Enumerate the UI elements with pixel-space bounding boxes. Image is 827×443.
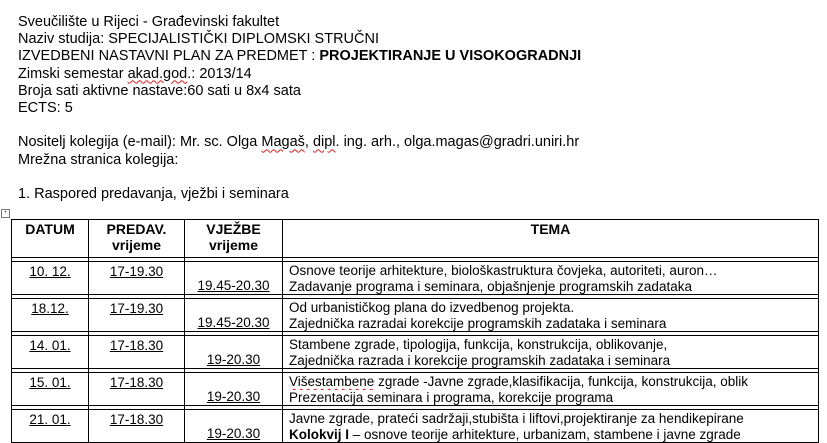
- row-lecture-time: 17-18.30: [89, 336, 185, 369]
- lecturer-title: dipl: [312, 134, 336, 151]
- website-line: Mrežna stranica kolegija:: [18, 151, 179, 168]
- row-date: 14. 01.: [12, 336, 89, 369]
- row-topic: Osnove teorije arhitekture, biološkastruktura čovjeka, autoriteti, auron… Zadavanje programa i seminara, objašnjenje programskih zadataka: [283, 262, 819, 295]
- university-line: Sveučilište u Rijeci - Građevinski fakultet: [18, 14, 280, 30]
- row-topic: Stambene zgrade, tipologija, funkcija, konstrukcija, oblikovanje, Zajednička razrada i korekcije programskih zadataka i seminara: [283, 336, 819, 369]
- ects-line: ECTS: 5: [18, 100, 73, 117]
- row-date: 10. 12.: [12, 262, 89, 295]
- header-tema: TEMA: [283, 220, 819, 258]
- row-exercise-time: 19-20.30: [185, 336, 283, 369]
- row-topic: Višestambene zgrade -Javne zgrade,klasifikacija, funkcija, konstrukcija, oblik Prezentacija seminara i programa, korekcije programa: [283, 373, 819, 406]
- document-header: [18, 14, 581, 203]
- header-datum: DATUM: [12, 220, 89, 258]
- row-exercise-time: 19.45-20.30: [185, 262, 283, 295]
- row-lecture-time: 17-19.30: [89, 299, 185, 332]
- course-name: PROJEKTIRANJE U VISOKOGRADNJI: [319, 48, 582, 65]
- program-name: SPECIJALISTIČKI DIPLOMSKI STRUČNI: [108, 31, 379, 48]
- row-topic: Od urbanističkog plana do izvedbenog projekta. Zajednička razradai korekcije programskih zadataka i seminara: [283, 299, 819, 332]
- section-heading: 1. Raspored predavanja, vježbi i seminara: [18, 186, 289, 203]
- lecturer-line: [18, 134, 581, 151]
- table-row: [12, 373, 819, 406]
- lecturer-mid: ,: [304, 134, 309, 151]
- row-date: 21. 01.: [12, 410, 89, 443]
- header-vjezbe: VJEŽBE vrijeme: [185, 220, 283, 258]
- table-row: [12, 299, 819, 332]
- lecturer-suffix: . ing. arh., olga.magas@gradri.uniri.hr: [335, 134, 580, 151]
- semester-line: [18, 66, 581, 83]
- topic-rest: zgrade -Javne zgrade,klasifikacija, funkcija, konstrukcija, oblik: [374, 374, 748, 389]
- row-exercise-time: 19-20.30: [185, 410, 283, 443]
- row-exercise-time: 19-20.30: [185, 373, 283, 406]
- program-line: [18, 31, 581, 48]
- program-label: Naziv studija:: [18, 31, 105, 48]
- row-topic: Javne zgrade, prateći sadržaji,stubišta i liftovi,projektiranje za hendikepirane Kolokvij I – osnove teorije arhitekture, urbanizam, stambene i javne zgrade: [283, 410, 819, 443]
- colloquium-label: Kolokvij I: [289, 426, 350, 442]
- row-date: 15. 01.: [12, 373, 89, 406]
- semester-word: akad.god: [127, 65, 188, 82]
- colloquium-topics: – osnove teorije arhitekture, urbanizam, stambene i javne zgrade: [349, 426, 741, 442]
- row-lecture-time: 17-19.30: [89, 262, 185, 295]
- hours-line: Broja sati aktivne nastave:60 sati u 8x4 sata: [18, 82, 301, 99]
- row-lecture-time: 17-18.30: [89, 410, 185, 443]
- row-lecture-time: 17-18.30: [89, 373, 185, 406]
- row-date: 18.12.: [12, 299, 89, 332]
- blank-line-2: [18, 169, 581, 186]
- lecturer-surname: Magaš: [261, 134, 305, 151]
- table-move-handle-icon[interactable]: +: [1, 209, 10, 218]
- row-exercise-time: 19.45-20.30: [185, 299, 283, 332]
- table-header-row: [12, 220, 819, 258]
- semester-prefix: Zimski semestar: [18, 65, 124, 82]
- table-row: [12, 410, 819, 443]
- header-predavanja: PREDAV. vrijeme: [89, 220, 185, 258]
- semester-suffix: .: 2013/14: [187, 65, 252, 82]
- plan-label: IZVEDBENI NASTAVNI PLAN ZA PREDMET :: [18, 48, 316, 65]
- plan-line: [18, 48, 581, 65]
- topic-first-word: Višestambene: [289, 374, 375, 389]
- table-row: [12, 262, 819, 295]
- blank-line: [18, 117, 581, 134]
- lecturer-prefix: Nositelj kolegija (e-mail): Mr. sc. Olga: [18, 134, 258, 151]
- table-row: [12, 336, 819, 369]
- schedule-table: [11, 219, 819, 443]
